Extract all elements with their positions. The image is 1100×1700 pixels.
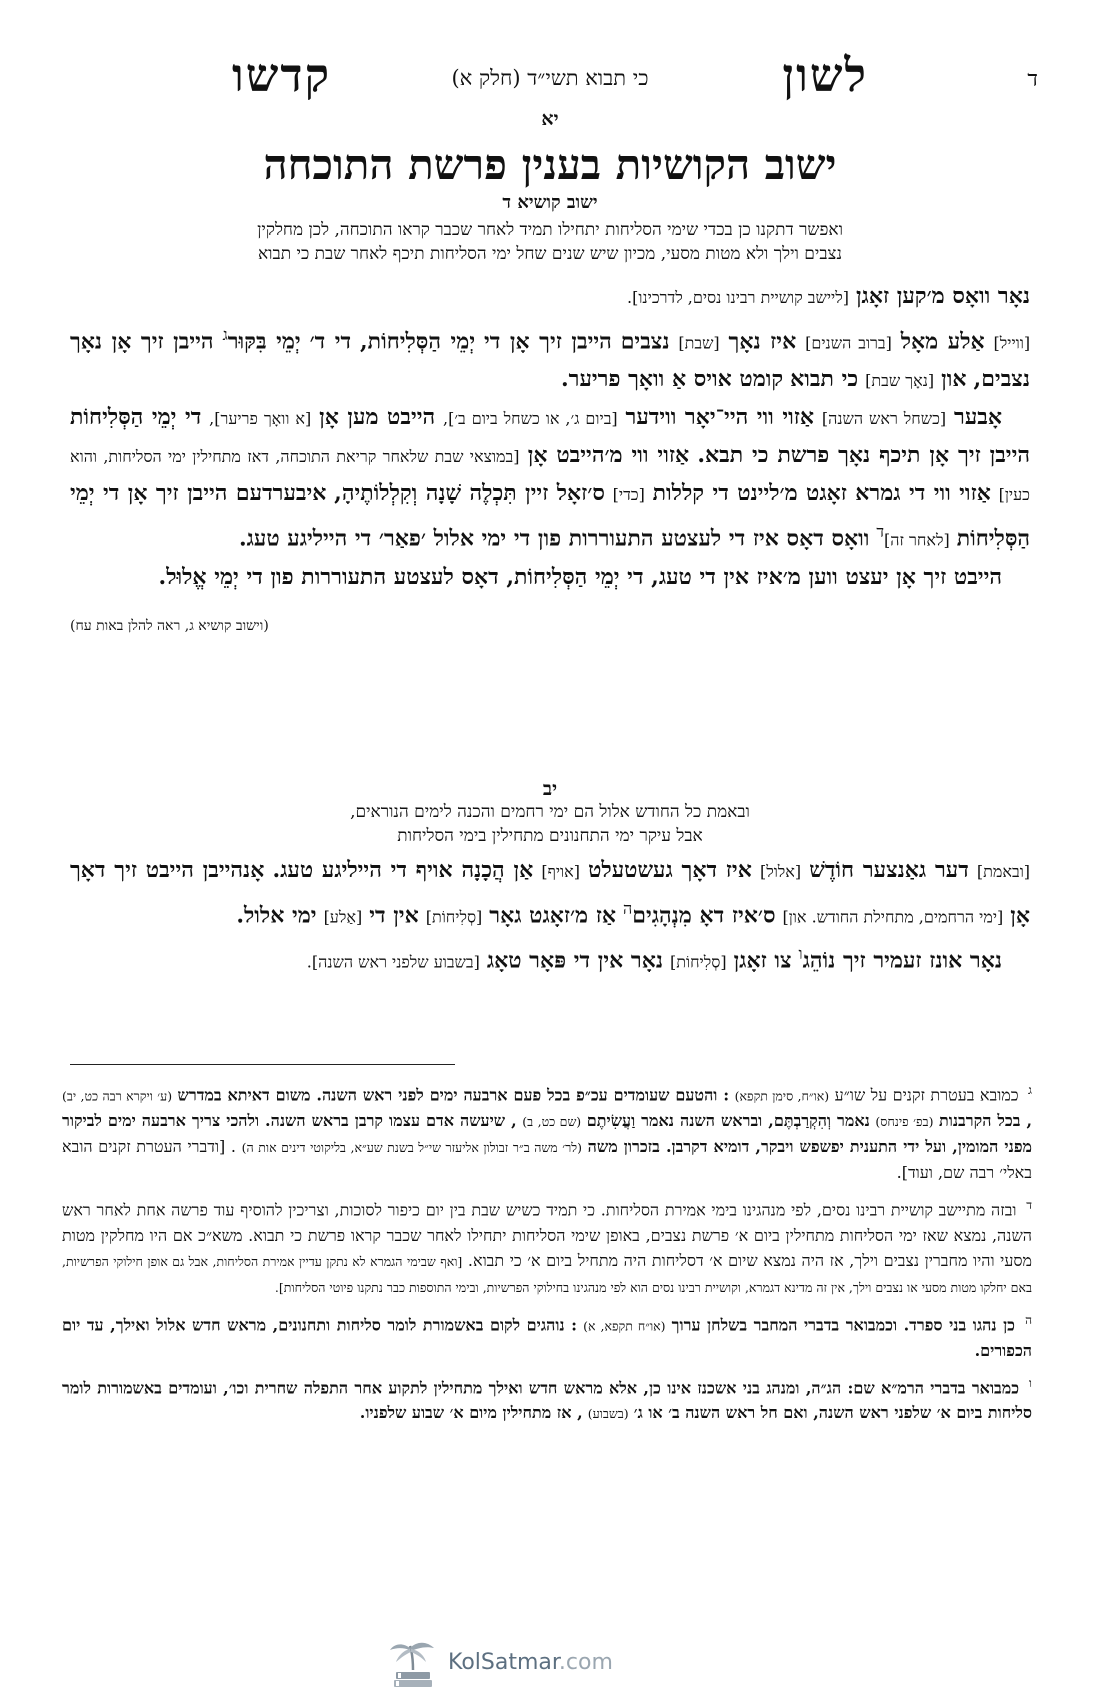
footnote-separator [70,1064,455,1065]
text-run: ימי אלול. [236,902,317,929]
bracket-note: [ווייל] [993,333,1031,353]
citation: (ע׳ ויקרא רבה כט, יב) [62,1088,173,1104]
text-run: צו זאָגן [733,947,792,974]
text-run: יְמֵי בִּקּוּר [227,328,301,355]
text-run: אין די [369,902,419,929]
bracket-note: [ביום ג׳, או כשחל ביום ב׳], [443,409,618,429]
text-run: כמבואר בדברי הרמ״א שם: הג״ה, ומנהג בני אשכנז אינו כן, אלא מראש חדש ואילך מתחילין לתקוע אחר התפלה שחרית וכו׳, ועומדים באשמורות לומר סליחות ביום א׳ שלפני ראש השנה, ואם חל ראש השנה ב׳ או ג׳ [62,1378,1032,1423]
footnote [62,1308,1032,1363]
text-run: כי תבוא [790,366,859,393]
text-run: די יְמֵי הַסְּלִיחוֹת הייבן זיך אָן תיכף נאָך פרשת כי תבא. [70,404,1030,469]
text-run: אַלע מאָל [900,328,985,355]
text-run: איז נאָך [728,328,797,355]
citation: (בפ׳ פינחס) [875,1114,934,1130]
text-run: : נוהגים לקום באשמורת לומר סליחות ותחנונים, מראש חדש אלול ואילך, עד יום הכפורים. [62,1314,1032,1360]
footnote-marker: ג [1028,1083,1033,1097]
footnote-ref[interactable]: ג [222,325,228,344]
section-subtitle-line: אבל עיקר ימי התחנונים מתחילין בימי הסליחות [397,826,703,846]
text-run: וואָס דאָס איז די לעצטע התעוררות פון די ימי אלול ׳פאַר׳ די הייליגע טעג. [238,525,870,552]
bracket-note: [ימי הרחמים, מתחילת החודש. און] [782,907,1004,927]
citation: (או״ח, סימן תקפא) [734,1088,830,1104]
text-run: אַז מ׳זאָגט גאָר [489,902,617,929]
text-run: , אז מתחילין מיום א׳ שבוע שלפניו. [359,1403,583,1423]
text-run: קומט אויס אַ וואָך פריער. [560,366,784,393]
section-body [70,852,1030,981]
bracket-note: [אויף] [541,862,580,881]
bracket-note: [ברוב השנים] [805,333,892,353]
text-run: אַזוי ווי מ׳הייבט אָן [527,442,690,469]
text-run: נאָר וואָס מ׳קען זאָגן [855,283,1030,309]
bracket-note: [במוצאי שבת שלאחר קריאת התוכחה, דאז מתחילין ימי הסליחות, והוא כעין] [70,447,1030,505]
text-run: כמובא בעטרת זקנים על שו״ע [834,1085,1019,1105]
page-header [0,48,1100,108]
bracket-note: [ליישב קושיית רבינו נסים, לדרכינו]. [627,288,849,307]
text-run: , שיעשה אדם עצמו קרבן בראש השנה. ולהכי צריך ארבעה ימים לביקור מפני המומין, ועל ידי התענית יפשפש ויבקר, דומיא דקרבן. בזכרון משה [62,1111,1033,1157]
footnote-ref[interactable]: ד [876,522,885,542]
footnote-ref[interactable]: ה [623,899,633,918]
text-run: ובזה מתיישב קושיית רבינו נסים, לפי מנהגינו בימי אמירת הסליחות. כי תמיד כשיש שבת בין יום כיפור לסוכות, וצריכין להוסיף עוד פרשה אחת לאחר ראש השנה, נמצא שאז ימי הסליחות מתחילין ביום א׳ פרשת נצבים, באופן שימי הסליחות יתחילו לאחר שכבר קראו פרשת כי תבוא. משא״כ אם היו מחלקין מטות מסעי והיו מחברין נצבים וילך, אז היה נמצא שיום א׳ דסליחות היה מתחיל ביום א׳ כי תבוא. [62,1200,1032,1270]
text-run: נאָר אונז זעמיר זיך נוֹהֵג [802,947,1002,974]
paragraph [70,559,1030,634]
text-run: יְמֵי הַסְּלִיחוֹת, [360,328,476,355]
text-run: און [941,366,967,393]
header-title-left: קדשו [232,48,332,102]
bracket-note: [א וואָך פריער], [209,409,312,429]
citation: (בשבוע) [587,1406,629,1422]
text-run: הייבט זיך אָן יעצט ווען מ׳איז אין די טעג, די יְמֵי הַסְּלִיחוֹת, דאָס לעצטע התעוררות פון די יְמֵי אֱלוּל. [158,563,1002,590]
citation: (שם כט, ב) [522,1114,582,1130]
text-run: , בכל הקרבנות [939,1111,1033,1131]
section-number: יא [541,108,559,130]
bracket-note: [לאחר זה] [884,530,950,550]
bracket-note: [נאָך שבת] [865,371,935,391]
watermark-text [448,1650,613,1675]
text-run: נאמר וְהִקְרַבְתֶּם, ובראש השנה נאמר וַעֲשִׂיתֶם [586,1111,870,1131]
bracket-note: [שבת] [678,333,720,353]
text-run: אַזוי ווי די גמרא זאָגט מ׳ליינט די קללות [652,480,991,507]
text-run: נאָר אין די פּאָר טאָג [486,947,663,974]
paragraph [70,852,1030,935]
footnote-marker: ו [1028,1375,1032,1390]
footnote-marker: ד [1026,1198,1032,1213]
watermark-domain: .com [558,1650,613,1675]
text-run: אַזוי ווי היי־יאָר ווידער [625,404,815,431]
section-subtitle-line: נצבים וילך ולא מטות מסעי, מכיון שיש שנים שחל ימי הסליחות תיכף לאחר שבת כי תבוא [257,244,842,264]
header-parsha: כי תבוא תשי״ד (חלק א) [451,66,649,90]
section-title: ישוב הקושיות בענין פרשת התוכחה [263,140,837,189]
bracket-note: [כשחל ראש השנה] [821,409,947,429]
text-run: אָנהייבן הייבט זיך דאָך אָן [70,857,1030,929]
citation: (או״ח תקפא, א) [583,1317,666,1333]
section-body [70,278,1030,645]
footnote [62,1193,1032,1299]
text-run: . [ודברי העטרת זקנים הובא באלי׳ רבה שם, ועוד]. [62,1137,1032,1183]
palm-book-logo-icon [386,1640,440,1692]
header-title-right: לשון [782,48,868,102]
footnote-marker: ה [1025,1312,1032,1327]
text-run: הייבן זיך אָן נאָך נצבים, [70,328,1030,393]
section-number: יב [542,778,558,800]
bracket-note: [סְלִיחוֹת] [425,907,483,927]
paragraph [70,278,1030,316]
text-run: נצבים [620,328,670,355]
page-number: ד [1027,67,1038,92]
text-run: כן נהגו בני ספרד. וכמבואר בדברי המחבר בשלחן ערוך [671,1314,1015,1334]
text-run: : והטעם שעומדים עכ״פ בכל פעם ארבעה ימים לפני ראש השנה. משום דאיתא במדרש [177,1085,730,1105]
section-subtitle-line: ואפשר דתקנו כן בכדי שימי הסליחות יתחילו תמיד לאחר שכבר קראו התוכחה, לכן מחלקין [257,220,843,240]
text-run: ס׳איז דאָ מִנְהָגִים [632,902,776,929]
footnote [62,1078,1032,1185]
section-subtitle-line: ובאמת כל החודש אלול הם ימי רחמים והכנה לימים הנוראים, [350,802,750,822]
cross-reference: (וישוב קושיא ג, ראה להלן באות עח) [70,617,269,634]
footnote [62,1371,1032,1426]
paragraph [70,935,1030,980]
bracket-note: [בשבוע שלפני ראש השנה]. [306,952,480,972]
text-run: איבערדעם הייבן זיך אָן די יְמֵי הַסְּלִיחוֹת [70,480,1030,552]
text-run: הייבן זיך אָן די [483,328,612,355]
paragraph [70,399,1030,558]
text-run: די ד׳ [309,328,352,355]
bracket-note: [סְלִיחוֹת] [669,952,727,972]
section-subtitle-bold: ישוב קושיא ד [502,192,598,213]
bracket-note: [אלול] [759,862,802,881]
bracket-note: [ובאמת] [976,862,1031,881]
text-run: הייבט מען אָן [319,404,436,431]
watermark-site: KolSatmar [448,1650,559,1675]
bracket-note: [אַלע] [323,907,363,927]
text-run: איז דאָך געשטעלט [588,857,752,883]
bracket-note: [כדי] [612,485,645,505]
text-run: ס׳זאָל זיין תִּכְלֶה שָׁנָה וְקִלְלוֹתֶיהָ, [334,480,605,507]
text-run: אָבער [954,404,1003,431]
kolsatmar-watermark[interactable] [386,1640,646,1692]
text-run: דער גאַנצער חוֹדֶשׁ [809,857,969,883]
text-run: אַן הֲכָנָה אויף די הייליגע טעג. [272,857,534,883]
footnotes [62,1078,1032,1434]
footnote-ref[interactable]: ו [798,944,803,964]
citation: (לר׳ משה ב״ר זבולון אליעזר שי״ל בשנת שע״א, בליקוטי דינים אות ה) [241,1140,582,1156]
citation: [ואף שבימי הגמרא לא נתקן עדיין אמירת הסליחות, אבל גם אופן חילוקי הפרשיות, באם יחלקו מטות מסעי או נצבים וילך, אין זה מדינא דגמרא, וקושיית רבינו נסים הוא לפי מנהגינו בחילוקי הפרשיות, ובימי התוספות כבר נתקנו פיוטי הסליחות]. [62,1253,1032,1295]
paragraph [70,316,1030,399]
